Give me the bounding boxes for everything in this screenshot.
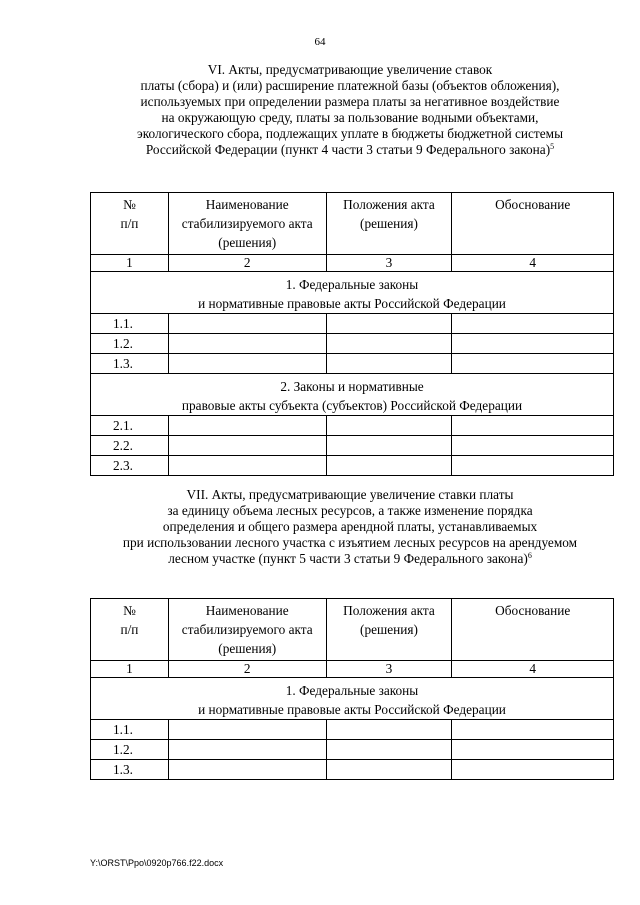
group-heading-row [91, 272, 614, 314]
table-cell [452, 416, 614, 436]
table-cell [326, 456, 452, 476]
title-line: платы (сбора) и (или) расширение платежной базы (объектов обложения), [140, 78, 560, 93]
header-justification [452, 193, 614, 255]
title-line: используемых при определении размера платы за негативное воздействие [140, 94, 560, 109]
column-number: 1 [91, 255, 169, 272]
table-row [91, 456, 614, 476]
title-line: определения и общего размера арендной платы, устанавливаемых [162, 519, 538, 534]
table-cell [452, 740, 614, 760]
table-cell [326, 354, 452, 374]
file-path-footer: Y:\ORST\Ppo\0920p766.f22.docx [90, 858, 224, 868]
header-text: Наименование [205, 603, 289, 618]
title-line: за единицу объема лесных ресурсов, а также изменение порядка [167, 503, 533, 518]
table-cell [326, 334, 452, 354]
row-number: 2.2. [91, 436, 169, 456]
header-row [91, 599, 614, 661]
table-cell [168, 334, 326, 354]
title-line [80, 551, 620, 567]
table-cell [168, 456, 326, 476]
column-number: 1 [91, 661, 169, 678]
header-text: № [123, 603, 136, 618]
title-line: VI. Акты, предусматривающие увеличение ставок [207, 62, 493, 77]
header-text: стабилизируемого акта [181, 216, 313, 231]
header-number [91, 599, 169, 661]
column-number: 4 [452, 255, 614, 272]
title-line: экологического сбора, подлежащих уплате в бюджеты бюджетной системы [136, 126, 563, 141]
page-number: 64 [314, 36, 326, 48]
header-act-name [168, 193, 326, 255]
table-cell [452, 354, 614, 374]
table-cell [452, 314, 614, 334]
row-number: 1.1. [91, 720, 169, 740]
table-cell [326, 416, 452, 436]
header-text: стабилизируемого акта [181, 622, 313, 637]
column-numbering-row [91, 661, 614, 678]
header-act-name [168, 599, 326, 661]
title-line [80, 142, 620, 158]
header-row [91, 193, 614, 255]
footnote-mark: 6 [527, 551, 532, 560]
header-justification [452, 599, 614, 661]
table-cell [452, 334, 614, 354]
group-heading [91, 374, 614, 416]
group-heading-text: правовые акты субъекта (субъектов) Российской Федерации [181, 398, 523, 413]
row-number: 1.3. [91, 354, 169, 374]
row-number: 2.1. [91, 416, 169, 436]
group-heading-text: 1. Федеральные законы [285, 277, 419, 292]
header-text: Положения акта [343, 197, 435, 212]
title-line: на окружающую среду, платы за пользование водными объектами, [161, 110, 539, 125]
group-heading-text: 1. Федеральные законы [285, 683, 419, 698]
table-cell [326, 436, 452, 456]
table-row [91, 740, 614, 760]
group-heading-text: и нормативные правовые акты Российской Федерации [198, 702, 506, 717]
header-text: (решения) [360, 622, 418, 637]
header-text: (решения) [218, 235, 277, 250]
group-heading-row [91, 678, 614, 720]
header-text: № [123, 197, 136, 212]
table-row [91, 354, 614, 374]
table-cell [326, 314, 452, 334]
header-text: (решения) [360, 216, 418, 231]
header-text: п/п [120, 622, 139, 637]
header-number [91, 193, 169, 255]
row-number: 1.3. [91, 760, 169, 780]
group-heading-text: 2. Законы и нормативные [280, 379, 424, 394]
table-row [91, 334, 614, 354]
header-text: (решения) [218, 641, 277, 656]
row-number: 2.3. [91, 456, 169, 476]
group-heading [91, 272, 614, 314]
table-cell [168, 740, 326, 760]
section-6-table [90, 192, 614, 476]
header-act-provisions [326, 599, 452, 661]
table-row [91, 720, 614, 740]
header-text: Наименование [205, 197, 289, 212]
section-6-title [80, 62, 620, 158]
group-heading-text: и нормативные правовые акты Российской Федерации [198, 296, 506, 311]
title-line-text: Российской Федерации (пункт 4 части 3 статьи 9 Федерального закона) [145, 142, 551, 157]
table-cell [168, 436, 326, 456]
table-row [91, 314, 614, 334]
header-text: п/п [120, 216, 139, 231]
table-row [91, 416, 614, 436]
header-text: Положения акта [343, 603, 435, 618]
table-row [91, 436, 614, 456]
column-numbering-row [91, 255, 614, 272]
footnote-mark: 5 [550, 142, 555, 151]
table-cell [452, 436, 614, 456]
table-cell [326, 760, 452, 780]
column-number: 2 [168, 255, 326, 272]
table-cell [326, 720, 452, 740]
header-text: Обоснование [495, 197, 571, 212]
row-number: 1.2. [91, 740, 169, 760]
row-number: 1.1. [91, 314, 169, 334]
title-line: VII. Акты, предусматривающие увеличение ставки платы [186, 487, 514, 502]
table-cell [452, 760, 614, 780]
table-cell [168, 760, 326, 780]
table-cell [168, 416, 326, 436]
group-heading-row [91, 374, 614, 416]
column-number: 4 [452, 661, 614, 678]
header-act-provisions [326, 193, 452, 255]
section-7-title [80, 487, 620, 567]
group-heading [91, 678, 614, 720]
title-line: при использовании лесного участка с изъятием лесных ресурсов на арендуемом [122, 535, 578, 550]
table-cell [452, 456, 614, 476]
table-cell [326, 740, 452, 760]
table-cell [168, 314, 326, 334]
table-cell [168, 720, 326, 740]
row-number: 1.2. [91, 334, 169, 354]
column-number: 3 [326, 255, 452, 272]
column-number: 2 [168, 661, 326, 678]
table-row [91, 760, 614, 780]
section-7-table [90, 598, 614, 780]
header-text: Обоснование [495, 603, 571, 618]
table-cell [168, 354, 326, 374]
table-cell [452, 720, 614, 740]
column-number: 3 [326, 661, 452, 678]
title-line-text: лесном участке (пункт 5 части 3 статьи 9 Федерального закона) [168, 551, 528, 566]
